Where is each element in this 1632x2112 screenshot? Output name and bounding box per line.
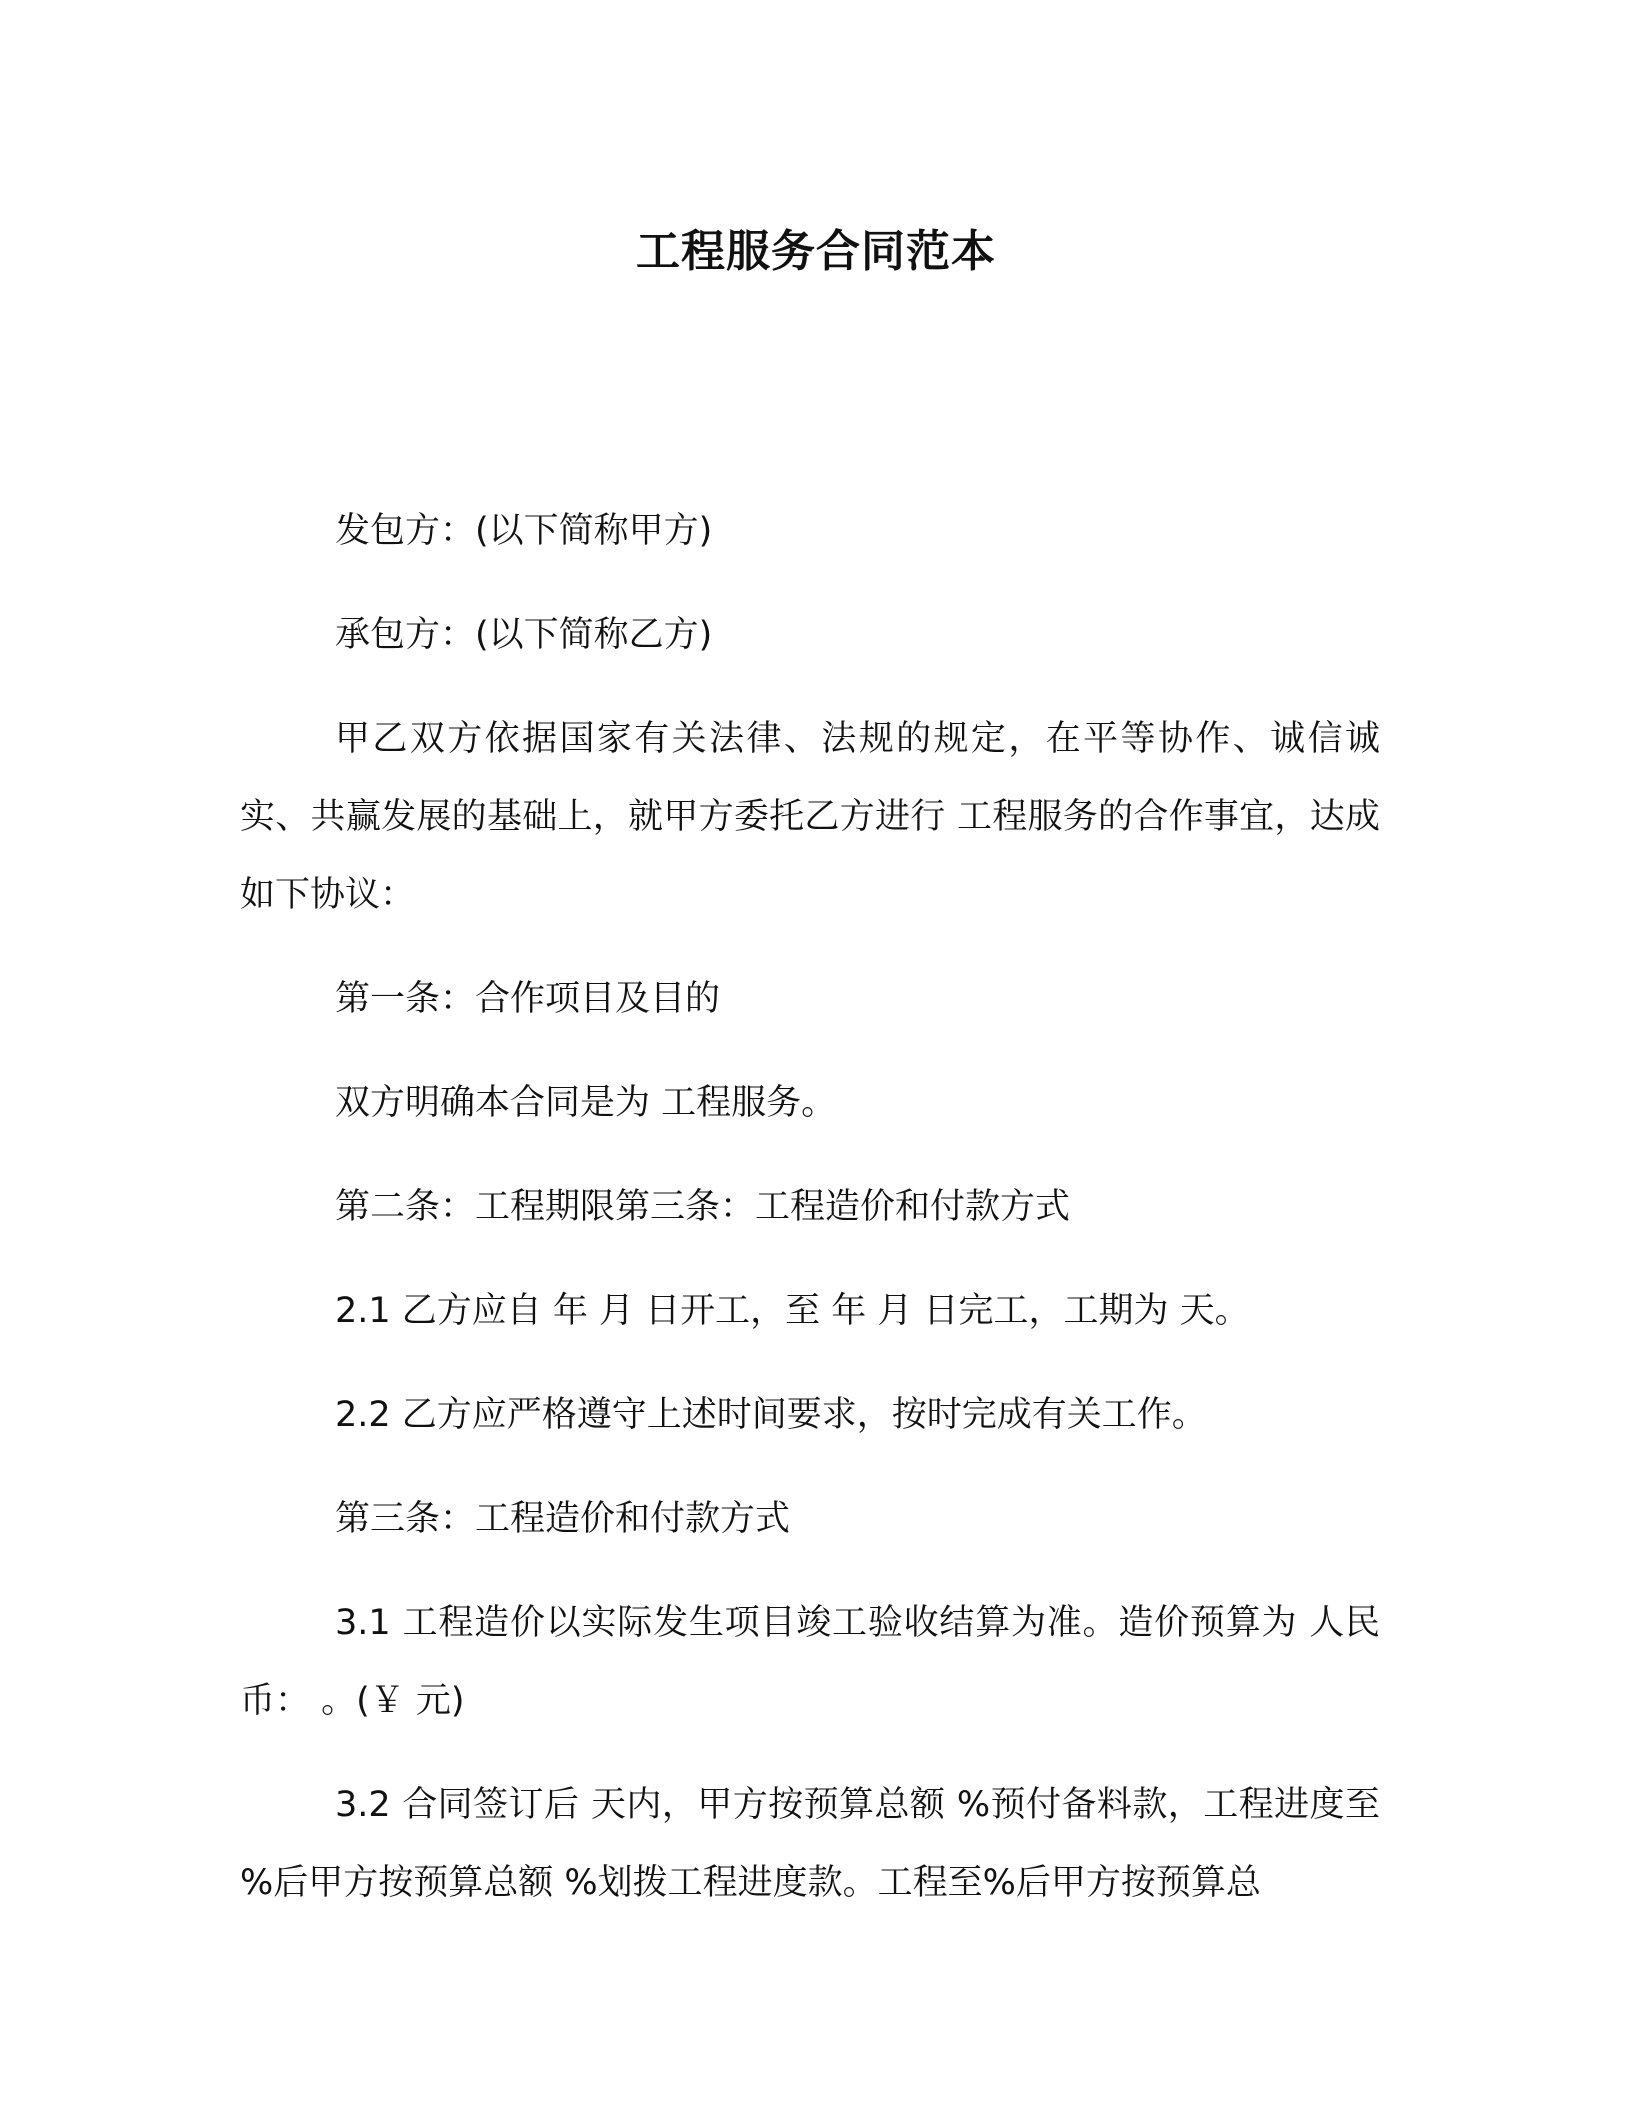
- preamble-paragraph: 甲乙双方依据国家有关法律、法规的规定，在平等协作、诚信诚实、共赢发展的基础上，就甲方委托乙方进行 工程服务的合作事宜，达成如下协议：: [240, 719, 1380, 915]
- clause-3-2: 3.2 合同签订后 天内，甲方按预算总额 %预付备料款，工程进度至 %后甲方按预算总额 %划拨工程进度款。工程至%后甲方按预算总: [240, 1785, 1380, 1903]
- clause-3-1: 3.1 工程造价以实际发生项目竣工验收结算为准。造价预算为 人民币： 。(￥ 元): [240, 1603, 1380, 1721]
- document-title: 工程服务合同范本: [636, 226, 996, 277]
- article-3-heading: 第三条：工程造价和付款方式: [335, 1499, 791, 1539]
- article-1-heading: 第一条：合作项目及目的: [335, 979, 721, 1019]
- article-2-heading: 第二条：工程期限第三条：工程造价和付款方式: [335, 1187, 1071, 1227]
- clause-2-2: 2.2 乙方应严格遵守上述时间要求，按时完成有关工作。: [335, 1395, 1207, 1435]
- clause-2-1: 2.1 乙方应自 年 月 日开工，至 年 月 日完工，工期为 天。: [335, 1291, 1250, 1331]
- party-b-line: 承包方：(以下简称乙方): [335, 615, 713, 655]
- document-body: [240, 492, 1380, 1922]
- article-1-content: 双方明确本合同是为 工程服务。: [335, 1083, 837, 1123]
- party-a-line: 发包方：(以下简称甲方): [335, 511, 713, 551]
